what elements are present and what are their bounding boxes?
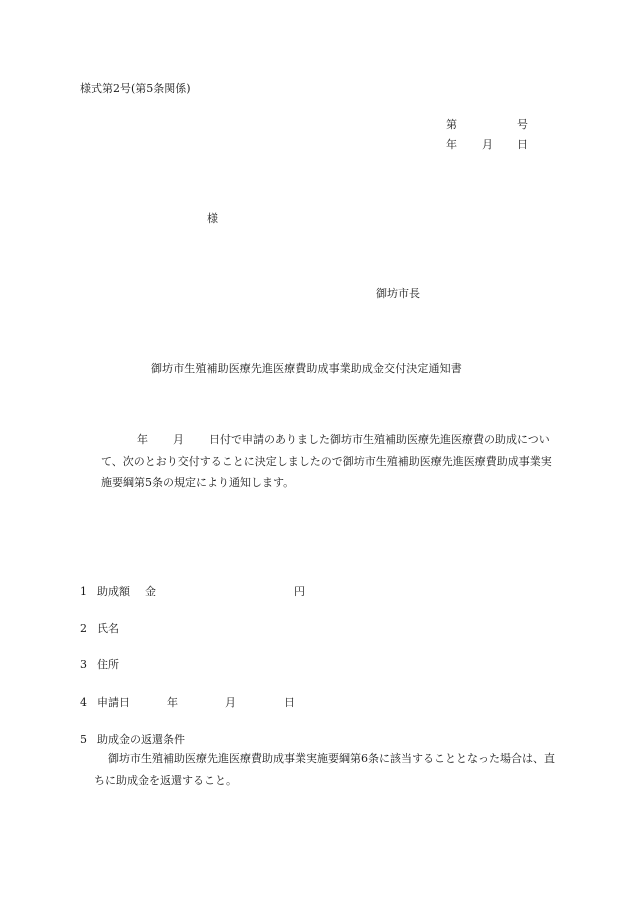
item-4-month: 月 [225,696,236,709]
item-1-unit: 円 [294,585,305,598]
item-1-number: 1 [80,585,87,598]
body-text: 日付で申請のありました御坊市生殖補助医療先進医療費の助成について、次のとおり交付することに決定しましたので御坊市生殖補助医療先進医療費助成事業実施要綱第5条の規定により通知します。 [101,433,552,489]
item-2-number: 2 [80,622,87,635]
item-5-label: 助成金の返還条件 [97,733,185,746]
addressee-honorific: 様 [207,212,218,225]
form-label: 様式第2号(第5条関係) [80,82,191,95]
issuer-name: 御坊市長 [376,287,420,300]
item-5-number: 5 [80,733,87,746]
item-4-day: 日 [284,696,295,709]
issue-date-month: 月 [482,138,493,151]
item-4-label: 申請日 [97,696,130,709]
item-2-label: 氏名 [97,622,119,635]
document-number-suffix: 号 [517,118,528,131]
item-4-year: 年 [167,696,178,709]
item-1-label: 助成額 [97,585,130,598]
item-4-number: 4 [80,696,87,709]
issue-date-day: 日 [517,138,528,151]
body-paragraph [101,429,555,494]
item-3-number: 3 [80,658,87,671]
item-1-prefix: 金 [145,585,156,598]
body-month: 月 [173,433,184,446]
issue-date-year: 年 [446,138,457,151]
document-title: 御坊市生殖補助医療先進医療費助成事業助成金交付決定通知書 [151,362,462,375]
item-3-label: 住所 [97,658,119,671]
body-year: 年 [137,433,148,446]
document-number-prefix: 第 [446,118,457,131]
item-5-detail: 御坊市生殖補助医療先進医療費助成事業実施要綱第6条に該当することとなった場合は、直ちに助成金を返還すること。 [94,752,555,787]
